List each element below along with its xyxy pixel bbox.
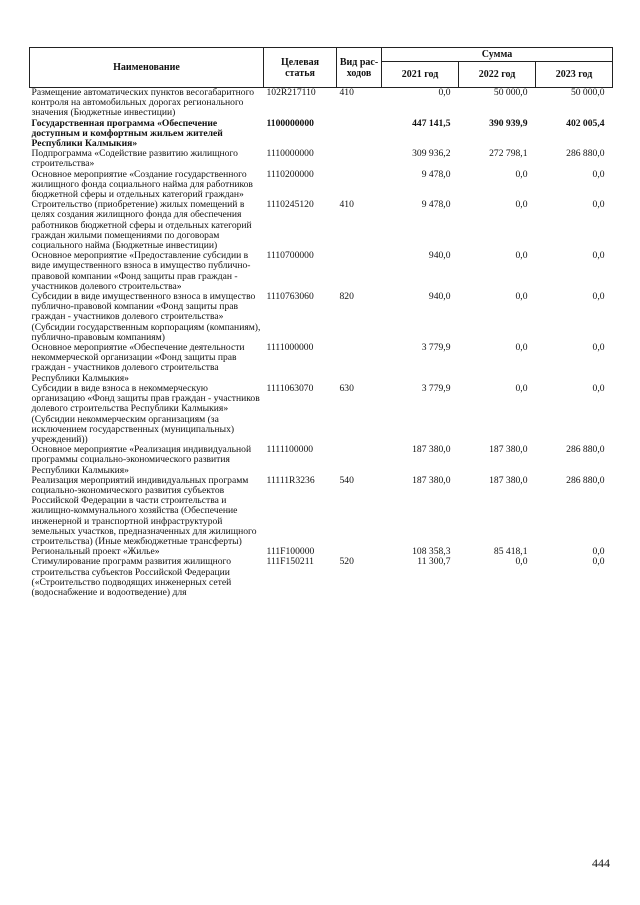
row-name: Реализация мероприятий индивидуальных программ социально-экономического развития субъектов Российской Федерации в части строительства и жилищно-коммунального хозяйства (Обеспечение инженерной и транспортной инфраструктурой земельных участков, предназначенных для жилищного строительства) (Иные межбюджетные трансферты) [31, 474, 257, 547]
row-name: Субсидии в виде имущественного взноса в имущество публично-правовой компании «Фонд защиты прав граждан - участников долевого строительства» (Субсидии государственным корпорациям (компаниям), публично-правовым компаниям) [31, 291, 261, 343]
row-sum-2023: 286 880,0 [566, 148, 605, 160]
row-sum-2023: 0,0 [592, 291, 605, 303]
row-vid: 410 [337, 88, 382, 119]
row-vid: 820 [339, 291, 354, 303]
header-year-2022: 2022 год [459, 62, 536, 88]
row-sum-2022: 0,0 [515, 250, 528, 262]
row-code: 1100000000 [266, 117, 314, 129]
row-sum-2021: 3 779,9 [421, 342, 451, 354]
header-year-2023: 2023 год [536, 62, 613, 88]
table-row [30, 557, 613, 598]
row-name: Стимулирование программ развития жилищного строительства субъектов Российской Федерации («Строительство подводящих инженерных сетей (водоснабжение и водоотведение) для [31, 556, 232, 598]
row-vid: 520 [339, 556, 354, 568]
table-row [30, 476, 613, 547]
row-name: Размещение автоматических пунктов весогабаритного контроля на автомобильных дорогах регионального значения (Бюджетные инвестиции) [30, 88, 264, 119]
row-name: Основное мероприятие «Создание государственного жилищного фонда социального найма для работников бюджетной сферы и отдельных категорий граждан» [31, 168, 253, 201]
row-code: 1110763060 [266, 291, 314, 303]
row-vid [337, 251, 382, 292]
row-sum-2022: 187 380,0 [489, 444, 528, 456]
row-sum-2022: 50 000,0 [459, 88, 536, 119]
row-vid [337, 343, 382, 384]
row-code: 1110000000 [266, 148, 314, 160]
header-name: Наименование [30, 48, 264, 88]
row-sum-2022: 0,0 [515, 342, 528, 354]
row-name: Строительство (приобретение) жилых помещений в целях создания жилищного фонда для обеспечения работников бюджетной сферы и отдельных категорий граждан жилыми помещениями по договорам социального найма (Бюджетные инвестиции) [31, 199, 252, 252]
row-sum-2022: 0,0 [515, 382, 528, 394]
row-sum-2021: 309 936,2 [412, 148, 451, 160]
table-body [30, 88, 613, 599]
row-name: Основное мероприятие «Обеспечение деятельности некоммерческой организации «Фонд защиты прав граждан - участников долевого строительства Республики Калмыкия» [31, 342, 245, 384]
row-sum-2023: 0,0 [592, 546, 605, 558]
row-code: 1110700000 [266, 250, 314, 262]
header-sum: Сумма [382, 48, 613, 62]
row-sum-2022: 0,0 [515, 168, 528, 180]
row-sum-2021: 187 380,0 [412, 474, 451, 486]
row-name: Государственная программа «Обеспечение доступным и комфортным жильем жителей Республики Калмыкия» [31, 117, 223, 150]
header-vid: Вид рас-ходов [337, 48, 382, 88]
row-sum-2023: 286 880,0 [566, 474, 605, 486]
row-sum-2023: 0,0 [592, 250, 605, 262]
row-code: 1111100000 [266, 444, 314, 456]
row-sum-2021: 187 380,0 [412, 444, 451, 456]
row-name: Региональный проект «Жилье» [31, 546, 160, 558]
row-sum-2022: 0,0 [515, 199, 528, 211]
table-row [30, 200, 613, 251]
row-code: 1111000000 [266, 342, 314, 354]
row-sum-2023: 286 880,0 [566, 444, 605, 456]
row-sum-2023: 0,0 [592, 382, 605, 394]
row-vid: 540 [339, 474, 354, 486]
row-sum-2023: 0,0 [592, 168, 605, 180]
table-row [30, 88, 613, 119]
row-vid [337, 445, 382, 476]
row-sum-2023: 50 000,0 [536, 88, 613, 119]
row-sum-2021: 108 358,3 [412, 546, 451, 558]
row-vid [337, 170, 382, 201]
table-row [30, 149, 613, 169]
table-row [30, 292, 613, 343]
table-header [30, 48, 613, 88]
row-sum-2021: 3 779,9 [421, 382, 451, 394]
row-vid [337, 149, 382, 169]
row-name: Субсидии в виде взноса в некоммерческую организацию «Фонд защиты прав граждан - участников долевого строительства Республики Калмыкия» (Субсидии некоммерческим организациям (за исключением государственных (муниципальных) учреждений)) [31, 382, 260, 445]
table-row [30, 343, 613, 384]
row-sum-2021: 9 478,0 [421, 199, 451, 211]
row-sum-2021: 447 141,5 [412, 117, 451, 129]
row-sum-2022: 0,0 [515, 556, 528, 568]
row-sum-2022: 272 798,1 [489, 148, 528, 160]
table-row [30, 445, 613, 476]
row-name: Основное мероприятие «Реализация индивидуальной программы социально-экономического развития Республики Калмыкия» [31, 444, 252, 476]
row-name: Основное мероприятие «Предоставление субсидии в виде имущественного взноса в имущество публично-правовой компании «Фонд защиты прав граждан - участников долевого строительства» [31, 250, 251, 292]
row-sum-2022: 390 939,9 [489, 117, 528, 129]
budget-table-sheet [29, 47, 612, 598]
row-sum-2023: 0,0 [592, 342, 605, 354]
row-code: 1110200000 [266, 168, 314, 180]
row-code: 1111063070 [266, 382, 314, 394]
row-code: 111F150211 [266, 556, 314, 568]
row-code: 1110245120 [266, 199, 314, 211]
row-sum-2023: 402 005,4 [566, 117, 605, 129]
row-sum-2021: 0,0 [382, 88, 459, 119]
row-vid: 410 [339, 199, 354, 211]
row-sum-2021: 11 300,7 [417, 556, 451, 568]
row-code: 102R217110 [264, 88, 337, 119]
table-row [30, 384, 613, 445]
header-year-2021: 2021 год [382, 62, 459, 88]
budget-table [29, 47, 613, 598]
page-number: 444 [592, 856, 610, 870]
table-row [30, 119, 613, 150]
row-code: 111F100000 [266, 546, 315, 558]
row-sum-2023: 0,0 [592, 556, 605, 568]
row-sum-2023: 0,0 [592, 199, 605, 211]
row-sum-2022: 187 380,0 [489, 474, 528, 486]
row-sum-2022: 85 418,1 [493, 546, 528, 558]
row-code: 11111R3236 [266, 474, 315, 486]
row-sum-2021: 9 478,0 [421, 168, 451, 180]
table-row [30, 251, 613, 292]
row-name: Подпрограмма «Содействие развитию жилищного строительства» [31, 148, 238, 170]
row-vid: 630 [339, 382, 354, 394]
header-code: Целевая статья [264, 48, 337, 88]
row-sum-2021: 940,0 [428, 250, 451, 262]
row-vid [337, 119, 382, 150]
row-sum-2021: 940,0 [428, 291, 451, 303]
row-sum-2022: 0,0 [515, 291, 528, 303]
table-row [30, 170, 613, 201]
